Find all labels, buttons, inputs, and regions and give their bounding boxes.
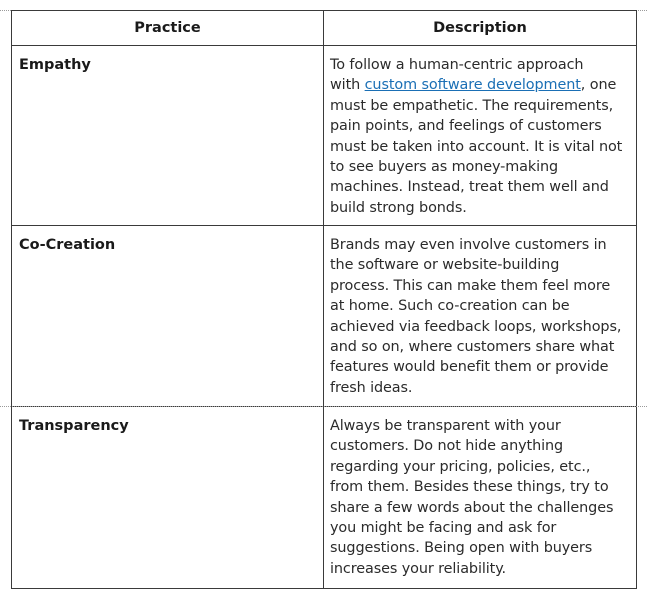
description-line: Brands may even involve customers in [330, 237, 607, 253]
description-line: process. This can make them feel more [330, 277, 611, 294]
practice-name: Transparency [12, 407, 324, 589]
description-line: pain points, and feelings of customers [330, 118, 602, 135]
description-line-with-link [330, 75, 630, 95]
description-line: from them. Besides these things, try to [330, 479, 609, 496]
description-line: To follow a human-centric approach [330, 57, 584, 73]
header-practice: Practice [12, 11, 324, 46]
description-line: and so on, where customers share what [330, 339, 615, 356]
description-line: build strong bonds. [330, 199, 467, 216]
practice-table [11, 10, 637, 589]
description-line: achieved via feedback loops, workshops, [330, 318, 622, 335]
practice-name: Co-Creation [12, 226, 324, 407]
description-line: regarding your pricing, policies, etc., [330, 458, 591, 475]
description-line: machines. Instead, treat them well and [330, 179, 609, 196]
description-line: must be taken into account. It is vital not [330, 138, 623, 155]
practice-name: Empathy [12, 46, 324, 226]
practice-description [324, 407, 637, 589]
table-row-empathy [12, 46, 637, 226]
table-header-row [12, 11, 637, 46]
description-line: must be empathetic. The requirements, [330, 97, 614, 114]
description-line: increases your reliability. [330, 560, 507, 577]
description-text: , one [580, 77, 617, 94]
description-line: features would benefit them or provide [330, 359, 609, 376]
page-break-dotted-divider [0, 406, 647, 407]
description-line: to see buyers as money-making [330, 159, 559, 176]
practice-description [324, 46, 637, 226]
practice-description [324, 226, 637, 407]
description-line: at home. Such co-creation can be [330, 298, 570, 315]
custom-software-development-link[interactable]: custom software development [364, 77, 581, 94]
description-line: suggestions. Being open with buyers [330, 540, 593, 557]
table-row-transparency [12, 407, 637, 589]
header-description: Description [324, 11, 637, 46]
description-line: you might be facing and ask for [330, 520, 557, 537]
description-line: customers. Do not hide anything [330, 438, 564, 455]
description-line: fresh ideas. [330, 379, 413, 396]
description-line: Always be transparent with your [330, 418, 561, 434]
description-line: share a few words about the challenges [330, 499, 614, 516]
description-text: with [330, 77, 365, 94]
table-row-co-creation [12, 226, 637, 407]
description-line: the software or website-building [330, 257, 560, 274]
